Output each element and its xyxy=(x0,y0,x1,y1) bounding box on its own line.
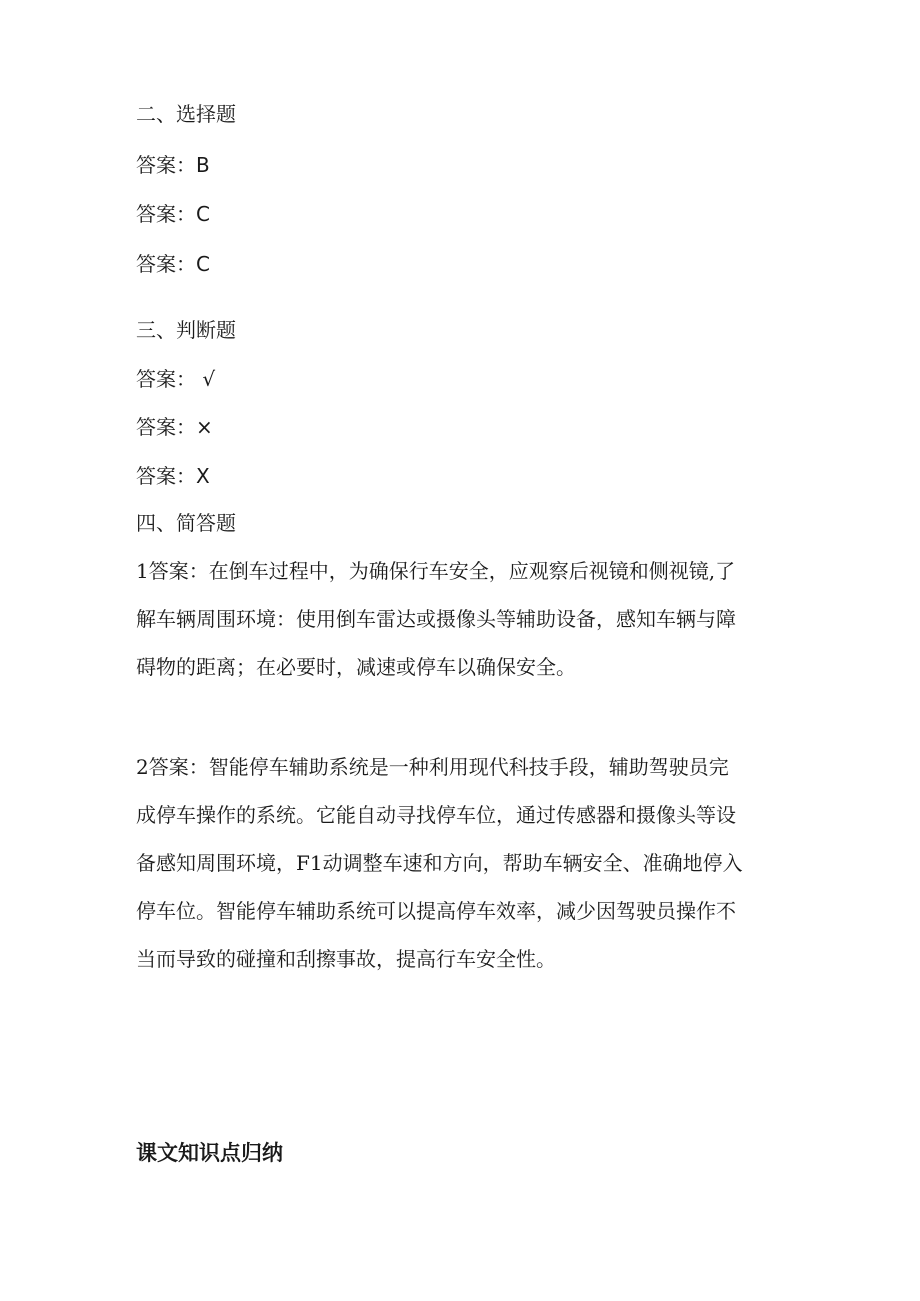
choice-answer-1: 答案：B xyxy=(136,153,210,177)
short-answer-1 xyxy=(136,547,786,691)
judge-answer-2: 答案：× xyxy=(136,415,213,439)
summary-heading: 课文知识点归纳 xyxy=(136,1141,283,1165)
short-answer-2-line-1: 2答案：智能停车辅助系统是一种利用现代科技手段，辅助驾驶员完 xyxy=(136,755,729,779)
short-answer-2 xyxy=(136,743,786,983)
short-answer-1-line-1: 1答案：在倒车过程中，为确保行车安全，应观察后视镜和侧视镜,了 xyxy=(136,559,736,583)
judge-answer-3: 答案：X xyxy=(136,464,210,488)
short-answer-2-line-5: 当而导致的碰撞和刮擦事故，提高行车安全性。 xyxy=(136,947,556,971)
choice-answer-2: 答案：C xyxy=(136,202,210,226)
short-answer-2-line-3: 备感知周围环境，F1动调整车速和方向，帮助车辆安全、准确地停入 xyxy=(136,851,743,875)
short-answer-2-line-2: 成停车操作的系统。它能自动寻找停车位，通过传感器和摄像头等设 xyxy=(136,803,736,827)
short-answer-1-line-3: 碍物的距离；在必要时，减速或停车以确保安全。 xyxy=(136,655,576,679)
short-answer-2-line-4: 停车位。智能停车辅助系统可以提高停车效率，减少因驾驶员操作不 xyxy=(136,899,736,923)
short-answer-1-line-2: 解车辆周围环境：使用倒车雷达或摄像头等辅助设备，感知车辆与障 xyxy=(136,607,736,631)
choice-answer-3: 答案：C xyxy=(136,252,210,276)
choice-section-title: 二、选择题 xyxy=(136,102,236,126)
judge-answer-1: 答案： √ xyxy=(136,367,216,391)
short-section-title: 四、简答题 xyxy=(136,511,236,535)
judge-section-title: 三、判断题 xyxy=(136,318,236,342)
